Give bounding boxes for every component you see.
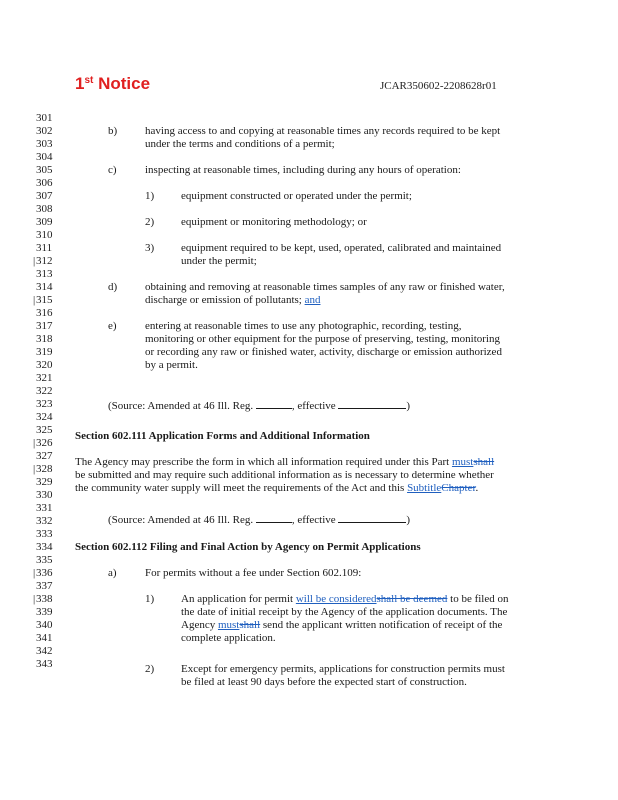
item-c3-label: 3)	[145, 242, 155, 254]
item-c3-text: under the permit;	[181, 255, 257, 267]
line-number: 325	[36, 424, 53, 436]
line-number: 320	[36, 359, 53, 371]
item-c3-text: equipment required to be kept, used, operated, calibrated and maintained	[181, 242, 502, 254]
section-602-111-text: the community water supply will meet the requirements of the Act and this SubtitleChapter.	[75, 482, 479, 494]
section-602-111-text: The Agency may prescribe the form in which all information required under this Part mustshall	[75, 456, 495, 468]
line-number: 322	[36, 385, 53, 397]
item-a1-label: 1)	[145, 593, 155, 605]
line-number: 335	[36, 554, 53, 566]
change-bar-mark: |	[33, 255, 36, 267]
item-a2-text: Except for emergency permits, applications for construction permits must	[181, 663, 505, 675]
line-number: 326 |	[33, 437, 53, 449]
item-d-label: d)	[108, 281, 118, 293]
item-c1-label: 1)	[145, 190, 155, 202]
item-d-text: obtaining and removing at reasonable times samples of any raw or finished water,	[145, 281, 505, 293]
inserted-text: and	[304, 294, 321, 306]
line-number: 304	[36, 151, 53, 163]
line-number: 312 |	[33, 255, 53, 267]
line-number: 330	[36, 489, 53, 501]
line-number: 342	[36, 645, 53, 657]
inserted-text: must	[217, 619, 240, 631]
line-number: 321	[36, 372, 53, 384]
line-number: 309	[36, 216, 53, 228]
inserted-text: will be considered	[295, 593, 377, 605]
inserted-text: must	[451, 456, 474, 468]
item-b-text: under the terms and conditions of a permit;	[145, 138, 335, 150]
item-a1-text: complete application.	[181, 632, 276, 644]
line-number: 315 |	[33, 294, 53, 306]
line-number: 311	[36, 242, 53, 254]
line-number: 308	[36, 203, 53, 215]
deleted-text: shall be deemed	[376, 593, 448, 605]
change-bar-mark: |	[33, 463, 36, 475]
line-number: 306	[36, 177, 53, 189]
item-c2-text: equipment or monitoring methodology; or	[181, 216, 367, 228]
change-bar-mark: |	[33, 294, 36, 306]
item-e-text: entering at reasonable times to use any photographic, recording, testing,	[145, 320, 462, 332]
line-number: 332	[36, 515, 53, 527]
line-number: 328 |	[33, 463, 53, 475]
item-e-text: by a permit.	[145, 359, 198, 371]
item-a1-text: An application for permit will be consideredshall be deemed to be filed on	[181, 593, 509, 605]
inserted-text: Subtitle	[407, 482, 442, 494]
item-a2-label: 2)	[145, 663, 155, 675]
line-number: 314	[36, 281, 53, 293]
source-note: (Source: Amended at 46 Ill. Reg. , effective )	[108, 514, 411, 526]
line-number: 327	[36, 450, 53, 462]
change-bar-mark: |	[33, 437, 36, 449]
line-number: 316	[36, 307, 53, 319]
section-602-111-heading: Section 602.111 Application Forms and Additional Information	[75, 430, 370, 442]
change-bar-mark: |	[33, 567, 36, 579]
deleted-text: shall	[473, 456, 495, 468]
item-a2-text: be filed at least 90 days before the expected start of construction.	[181, 676, 467, 688]
line-number: 305	[36, 164, 53, 176]
deleted-text: Chapter	[441, 482, 476, 494]
item-d-text: discharge or emission of pollutants; and	[145, 294, 321, 306]
source-note: (Source: Amended at 46 Ill. Reg. , effective )	[108, 400, 411, 412]
header-notice: 1st Notice	[75, 74, 151, 93]
deleted-text: shall	[239, 619, 261, 631]
item-c1-text: equipment constructed or operated under the permit;	[181, 190, 412, 202]
line-number: 340	[36, 619, 53, 631]
line-number: 341	[36, 632, 53, 644]
line-number: 310	[36, 229, 53, 241]
line-number: 334	[36, 541, 53, 553]
item-a-text: For permits without a fee under Section 602.109:	[145, 567, 362, 579]
item-a1-text: the date of initial receipt by the Agency of the application documents. The	[181, 606, 508, 618]
item-c-text: inspecting at reasonable times, including during any hours of operation:	[145, 164, 461, 176]
line-number: 331	[36, 502, 53, 514]
line-number: 317	[36, 320, 53, 332]
item-a1-text: Agency mustshall send the applicant written notification of receipt of the	[181, 619, 503, 631]
line-number: 333	[36, 528, 53, 540]
line-number: 324	[36, 411, 53, 423]
line-number: 329	[36, 476, 53, 488]
item-b-label: b)	[108, 125, 118, 137]
item-c-label: c)	[108, 164, 117, 176]
line-number: 318	[36, 333, 53, 345]
line-number: 337	[36, 580, 53, 592]
line-number: 303	[36, 138, 53, 150]
section-602-111-text: be submitted and may require such additional information as is necessary to determine whether	[75, 469, 494, 481]
document-reference: JCAR350602-2208628r01	[380, 80, 497, 92]
line-number: 343	[36, 658, 53, 670]
line-number: 301	[36, 112, 53, 124]
line-number: 302	[36, 125, 53, 137]
item-a-label: a)	[108, 567, 117, 579]
item-e-label: e)	[108, 320, 117, 332]
line-number: 319	[36, 346, 53, 358]
item-c2-label: 2)	[145, 216, 155, 228]
line-number: 313	[36, 268, 53, 280]
item-e-text: monitoring or other equipment for the purpose of preserving, testing, monitoring	[145, 333, 500, 345]
section-602-112-heading: Section 602.112 Filing and Final Action by Agency on Permit Applications	[75, 541, 421, 553]
line-number: 307	[36, 190, 53, 202]
line-number: 338 |	[33, 593, 53, 605]
item-b-text: having access to and copying at reasonable times any records required to be kept	[145, 125, 501, 137]
change-bar-mark: |	[33, 593, 36, 605]
line-number: 323	[36, 398, 53, 410]
line-number: 339	[36, 606, 53, 618]
line-number: 336 |	[33, 567, 53, 579]
item-e-text: or recording any raw or finished water, activity, discharge or emission authorized	[145, 346, 502, 358]
